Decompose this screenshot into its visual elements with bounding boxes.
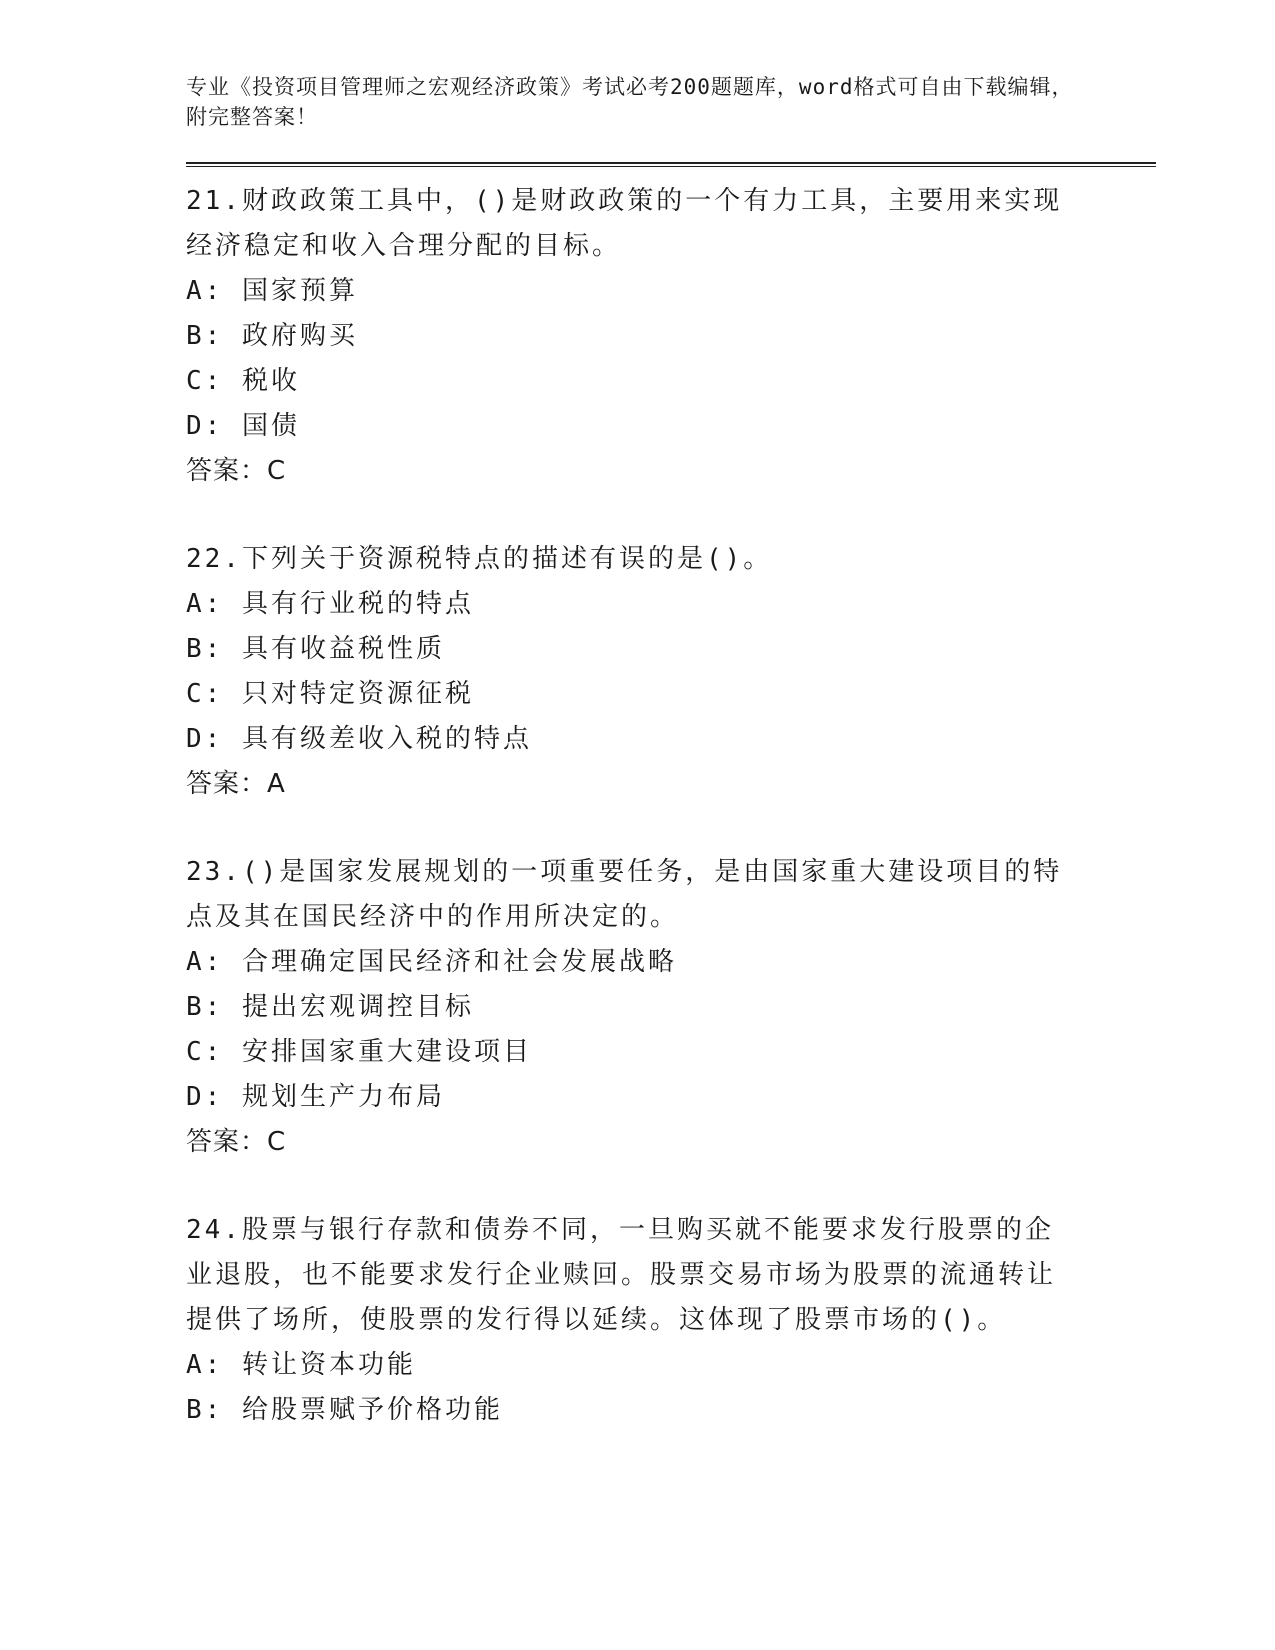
- answer-line: 答案：A: [186, 769, 286, 799]
- question-22: [186, 537, 1156, 807]
- option-a: A: 合理确定国民经济和社会发展战略: [186, 947, 677, 977]
- option-b: B: 具有收益税性质: [186, 634, 445, 664]
- option-b: B: 提出宏观调控目标: [186, 992, 474, 1022]
- header-divider-thin: [186, 166, 1156, 167]
- option-b: B: 给股票赋予价格功能: [186, 1395, 503, 1425]
- header-divider: [186, 162, 1156, 164]
- option-c: C: 税收: [186, 366, 300, 396]
- answer-line: 答案：C: [186, 456, 287, 486]
- option-a: A: 具有行业税的特点: [186, 589, 474, 619]
- option-c: C: 只对特定资源征税: [186, 679, 474, 709]
- option-d: D: 规划生产力布局: [186, 1082, 445, 1112]
- answer-line: 答案：C: [186, 1127, 287, 1157]
- document-header: 专业《投资项目管理师之宏观经济政策》考试必考200题题库，word格式可自由下载编辑，附完整答案！: [186, 75, 1074, 129]
- question-stem: 22.下列关于资源税特点的描述有误的是()。: [186, 544, 773, 574]
- option-d: D: 国债: [186, 411, 300, 441]
- question-stem: 21.财政政策工具中，()是财政政策的一个有力工具，主要用来实现经济稳定和收入合理分配的目标。: [186, 186, 1063, 261]
- question-stem: 24.股票与银行存款和债券不同，一旦购买就不能要求发行股票的企业退股，也不能要求发行企业赎回。股票交易市场为股票的流通转让提供了场所，使股票的发行得以延续。这体现了股票市场的()。: [186, 1215, 1057, 1335]
- option-a: A: 国家预算: [186, 276, 358, 306]
- option-a: A: 转让资本功能: [186, 1350, 416, 1380]
- document-page: [186, 72, 1156, 1476]
- question-stem: 23.()是国家发展规划的一项重要任务，是由国家重大建设项目的特点及其在国民经济中的作用所决定的。: [186, 857, 1063, 932]
- option-b: B: 政府购买: [186, 321, 358, 351]
- question-24: [186, 1208, 1156, 1433]
- question-21: [186, 179, 1156, 494]
- option-c: C: 安排国家重大建设项目: [186, 1037, 532, 1067]
- question-list: [186, 179, 1156, 1433]
- question-23: [186, 850, 1156, 1165]
- option-d: D: 具有级差收入税的特点: [186, 724, 532, 754]
